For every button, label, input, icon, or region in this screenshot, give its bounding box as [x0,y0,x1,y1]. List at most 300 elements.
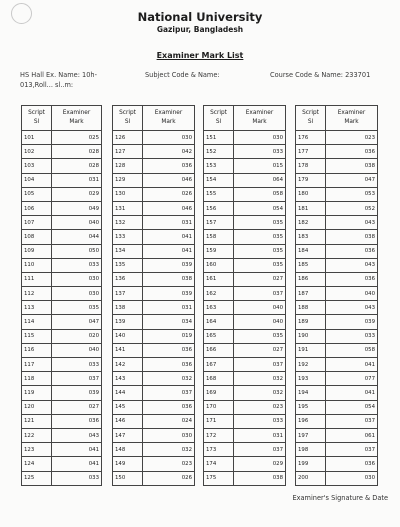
table-header-row [296,106,378,131]
script-sl-cell: 148 [113,443,143,457]
table-row [204,443,286,457]
examiner-mark-cell: 015 [234,159,286,173]
examiner-mark-cell: 029 [234,457,286,471]
examiner-mark-cell: 030 [52,272,102,286]
examiner-mark-cell: 036 [143,343,195,357]
examiner-mark-cell: 019 [143,329,195,343]
script-sl-cell: 192 [296,358,326,372]
table-row [204,386,286,400]
hall-name-label-cont: 013,Roll... sl..m: [20,81,74,89]
table-row [296,471,378,485]
script-sl-cell: 161 [204,272,234,286]
examiner-mark-cell: 035 [234,230,286,244]
examiner-mark-cell: 049 [52,201,102,215]
document-title: Examiner Mark List [156,51,244,60]
university-location: Gazipur, Bangladesh [156,25,244,34]
examiner-mark-cell: 037 [234,443,286,457]
script-sl-cell: 183 [296,230,326,244]
script-sl-cell: 198 [296,443,326,457]
script-sl-cell: 142 [113,358,143,372]
script-sl-cell: 186 [296,272,326,286]
examiner-mark-cell: 041 [52,457,102,471]
table-row [204,159,286,173]
script-sl-cell: 126 [113,131,143,145]
table-row [113,201,195,215]
subject-code-label: Subject Code & Name: [145,71,220,79]
table-row [22,287,102,301]
script-sl-cell: 156 [204,201,234,215]
table-row [113,173,195,187]
examiner-mark-cell: 036 [52,414,102,428]
table-row [113,187,195,201]
table-row [113,159,195,173]
script-sl-cell: 179 [296,173,326,187]
examiner-mark-header: Examiner Mark [52,106,102,131]
examiner-mark-cell: 054 [326,400,378,414]
script-sl-cell: 101 [22,131,52,145]
script-sl-cell: 121 [22,414,52,428]
examiner-mark-cell: 036 [326,272,378,286]
table-row [22,358,102,372]
table-row [22,471,102,485]
examiner-mark-header: Examiner Mark [326,106,378,131]
table-row [22,428,102,442]
examiner-mark-cell: 034 [143,315,195,329]
examiner-mark-cell: 030 [143,131,195,145]
script-sl-cell: 172 [204,428,234,442]
examiner-mark-cell: 037 [234,287,286,301]
script-sl-cell: 139 [113,315,143,329]
script-sl-cell: 108 [22,230,52,244]
examiner-mark-cell: 037 [52,372,102,386]
script-sl-cell: 141 [113,343,143,357]
script-sl-cell: 182 [296,216,326,230]
script-sl-cell: 185 [296,258,326,272]
table-row [204,187,286,201]
script-sl-cell: 195 [296,400,326,414]
script-sl-cell: 163 [204,301,234,315]
table-row [204,471,286,485]
examiner-mark-cell: 031 [52,173,102,187]
examiner-mark-cell: 036 [326,145,378,159]
table-row [113,358,195,372]
script-sl-header: Script Sl [296,106,326,131]
examiner-mark-cell: 039 [326,315,378,329]
script-sl-cell: 189 [296,315,326,329]
table-row [22,187,102,201]
script-sl-cell: 123 [22,443,52,457]
table-row [296,287,378,301]
examiner-mark-cell: 032 [143,443,195,457]
table-row [22,159,102,173]
table-row [22,301,102,315]
examiner-mark-cell: 030 [326,471,378,485]
script-sl-cell: 167 [204,358,234,372]
examiner-mark-cell: 039 [52,386,102,400]
examiner-mark-cell: 036 [143,400,195,414]
table-row [296,159,378,173]
marks-table-1 [21,105,102,486]
script-sl-cell: 125 [22,471,52,485]
script-sl-cell: 112 [22,287,52,301]
table-row [296,230,378,244]
examiner-mark-cell: 041 [143,244,195,258]
script-sl-cell: 135 [113,258,143,272]
table-row [296,457,378,471]
table-row [296,329,378,343]
script-sl-cell: 155 [204,187,234,201]
table-row [296,301,378,315]
examiner-mark-cell: 031 [234,428,286,442]
script-sl-cell: 180 [296,187,326,201]
table-row [296,244,378,258]
table-row [204,244,286,258]
examiner-mark-cell: 038 [143,272,195,286]
examiner-mark-cell: 027 [52,400,102,414]
examiner-mark-cell: 037 [143,386,195,400]
table-row [113,258,195,272]
table-row [113,386,195,400]
script-sl-cell: 191 [296,343,326,357]
table-row [204,315,286,329]
examiner-mark-cell: 027 [234,343,286,357]
table-row [22,315,102,329]
examiner-mark-cell: 043 [326,301,378,315]
table-row [113,216,195,230]
table-row [296,173,378,187]
examiner-mark-cell: 035 [234,216,286,230]
table-row [22,400,102,414]
table-row [296,315,378,329]
examiner-mark-cell: 035 [234,258,286,272]
script-sl-cell: 173 [204,443,234,457]
examiner-mark-cell: 041 [143,230,195,244]
script-sl-cell: 115 [22,329,52,343]
examiner-mark-cell: 061 [326,428,378,442]
examiner-mark-cell: 035 [234,244,286,258]
examiner-mark-cell: 033 [234,145,286,159]
table-header-row [113,106,195,131]
script-sl-cell: 162 [204,287,234,301]
examiner-mark-cell: 033 [326,329,378,343]
examiner-mark-cell: 031 [143,216,195,230]
table-row [204,372,286,386]
examiner-mark-cell: 043 [52,428,102,442]
table-row [296,187,378,201]
examiner-mark-cell: 043 [326,258,378,272]
table-row [204,414,286,428]
table-row [296,258,378,272]
script-sl-cell: 113 [22,301,52,315]
examiner-mark-cell: 040 [52,343,102,357]
table-row [296,386,378,400]
script-sl-cell: 188 [296,301,326,315]
examiner-mark-cell: 023 [234,400,286,414]
script-sl-cell: 107 [22,216,52,230]
script-sl-cell: 105 [22,187,52,201]
table-row [204,216,286,230]
table-row [204,457,286,471]
table-row [113,443,195,457]
examiner-mark-cell: 036 [143,159,195,173]
examiner-mark-cell: 026 [143,187,195,201]
table-row [296,428,378,442]
examiner-mark-cell: 040 [326,287,378,301]
table-row [113,457,195,471]
script-sl-cell: 137 [113,287,143,301]
table-row [22,244,102,258]
script-sl-cell: 118 [22,372,52,386]
table-row [113,131,195,145]
script-sl-cell: 120 [22,400,52,414]
examiner-mark-cell: 042 [143,145,195,159]
examiner-mark-cell: 035 [52,301,102,315]
examiner-mark-cell: 038 [234,471,286,485]
table-row [22,145,102,159]
table-row [204,428,286,442]
examiner-mark-cell: 027 [234,272,286,286]
examiner-mark-cell: 038 [326,159,378,173]
table-row [296,400,378,414]
table-row [204,230,286,244]
table-row [113,471,195,485]
script-sl-cell: 197 [296,428,326,442]
script-sl-cell: 127 [113,145,143,159]
examiner-mark-cell: 047 [52,315,102,329]
table-row [113,315,195,329]
script-sl-cell: 138 [113,301,143,315]
table-row [113,428,195,442]
script-sl-cell: 168 [204,372,234,386]
script-sl-cell: 130 [113,187,143,201]
script-sl-cell: 143 [113,372,143,386]
script-sl-cell: 177 [296,145,326,159]
script-sl-cell: 159 [204,244,234,258]
examiner-mark-cell: 032 [234,372,286,386]
script-sl-cell: 160 [204,258,234,272]
script-sl-cell: 169 [204,386,234,400]
examiner-mark-cell: 033 [52,258,102,272]
examiner-mark-cell: 058 [234,187,286,201]
script-sl-cell: 111 [22,272,52,286]
examiner-mark-cell: 037 [326,443,378,457]
examiner-mark-cell: 037 [234,358,286,372]
table-row [296,414,378,428]
examiner-signature-label: Examiner's Signature & Date [292,494,388,502]
table-row [204,400,286,414]
table-row [204,173,286,187]
table-row [113,329,195,343]
script-sl-cell: 124 [22,457,52,471]
script-sl-cell: 199 [296,457,326,471]
examiner-mark-cell: 036 [326,244,378,258]
script-sl-cell: 166 [204,343,234,357]
examiner-mark-cell: 041 [326,386,378,400]
script-sl-cell: 102 [22,145,52,159]
script-sl-cell: 151 [204,131,234,145]
examiner-mark-cell: 039 [143,287,195,301]
course-code-label: Course Code & Name: 233701 [270,71,371,79]
table-header-row [204,106,286,131]
table-row [22,457,102,471]
examiner-mark-cell: 024 [143,414,195,428]
script-sl-cell: 154 [204,173,234,187]
script-sl-cell: 128 [113,159,143,173]
table-row [113,230,195,244]
examiner-mark-cell: 020 [52,329,102,343]
script-sl-cell: 131 [113,201,143,215]
script-sl-cell: 175 [204,471,234,485]
script-sl-cell: 171 [204,414,234,428]
table-row [22,230,102,244]
examiner-mark-cell: 040 [52,216,102,230]
examiner-mark-cell: 023 [143,457,195,471]
script-sl-cell: 174 [204,457,234,471]
examiner-mark-cell: 058 [326,343,378,357]
table-row [22,372,102,386]
script-sl-cell: 181 [296,201,326,215]
examiner-mark-cell: 077 [326,372,378,386]
table-row [113,414,195,428]
examiner-mark-cell: 028 [52,159,102,173]
table-row [22,414,102,428]
table-header-row [22,106,102,131]
table-row [113,287,195,301]
script-sl-cell: 106 [22,201,52,215]
examiner-mark-cell: 054 [234,201,286,215]
examiner-mark-cell: 031 [143,301,195,315]
examiner-mark-header: Examiner Mark [234,106,286,131]
script-sl-cell: 132 [113,216,143,230]
examiner-mark-header: Examiner Mark [143,106,195,131]
table-row [204,272,286,286]
script-sl-cell: 109 [22,244,52,258]
table-row [296,443,378,457]
script-sl-cell: 103 [22,159,52,173]
marks-table-2 [112,105,195,486]
hall-name-label: HS Hall Ex. Name: 10h- [20,71,97,79]
script-sl-header: Script Sl [113,106,143,131]
table-row [296,372,378,386]
script-sl-cell: 134 [113,244,143,258]
table-row [204,201,286,215]
table-row [22,173,102,187]
examiner-mark-cell: 046 [143,173,195,187]
table-row [296,272,378,286]
examiner-mark-cell: 028 [52,145,102,159]
examiner-mark-cell: 029 [52,187,102,201]
examiner-mark-cell: 033 [52,471,102,485]
table-row [204,343,286,357]
table-row [22,201,102,215]
examiner-mark-cell: 040 [234,301,286,315]
examiner-mark-cell: 036 [143,358,195,372]
script-sl-cell: 170 [204,400,234,414]
marks-table-4 [295,105,378,486]
script-sl-cell: 176 [296,131,326,145]
table-row [204,131,286,145]
script-sl-cell: 116 [22,343,52,357]
table-row [113,244,195,258]
script-sl-cell: 122 [22,428,52,442]
script-sl-cell: 140 [113,329,143,343]
script-sl-cell: 136 [113,272,143,286]
examiner-mark-cell: 043 [326,216,378,230]
script-sl-cell: 165 [204,329,234,343]
table-row [296,131,378,145]
table-row [22,216,102,230]
examiner-mark-cell: 064 [234,173,286,187]
examiner-mark-cell: 044 [52,230,102,244]
script-sl-cell: 114 [22,315,52,329]
script-sl-cell: 184 [296,244,326,258]
script-sl-cell: 193 [296,372,326,386]
script-sl-cell: 157 [204,216,234,230]
table-row [204,258,286,272]
script-sl-cell: 190 [296,329,326,343]
script-sl-cell: 117 [22,358,52,372]
script-sl-cell: 164 [204,315,234,329]
script-sl-cell: 144 [113,386,143,400]
table-row [22,443,102,457]
table-row [22,131,102,145]
examiner-mark-cell: 040 [234,315,286,329]
examiner-mark-cell: 025 [52,131,102,145]
table-row [113,343,195,357]
examiner-mark-cell: 041 [326,358,378,372]
table-row [22,329,102,343]
examiner-mark-cell: 046 [143,201,195,215]
examiner-mark-cell: 030 [143,428,195,442]
script-sl-cell: 133 [113,230,143,244]
table-row [296,358,378,372]
table-row [113,301,195,315]
table-row [113,372,195,386]
script-sl-cell: 119 [22,386,52,400]
examiner-mark-cell: 032 [234,386,286,400]
script-sl-cell: 147 [113,428,143,442]
table-row [296,343,378,357]
table-row [113,400,195,414]
script-sl-cell: 152 [204,145,234,159]
table-row [113,145,195,159]
script-sl-header: Script Sl [22,106,52,131]
examiner-mark-cell: 041 [52,443,102,457]
script-sl-cell: 149 [113,457,143,471]
table-row [22,386,102,400]
script-sl-cell: 196 [296,414,326,428]
script-sl-cell: 187 [296,287,326,301]
script-sl-header: Script Sl [204,106,234,131]
script-sl-cell: 145 [113,400,143,414]
table-row [113,272,195,286]
table-row [296,216,378,230]
examiner-mark-cell: 039 [143,258,195,272]
examiner-mark-cell: 033 [52,358,102,372]
table-row [296,201,378,215]
examiner-mark-cell: 030 [234,131,286,145]
table-row [204,358,286,372]
examiner-mark-cell: 047 [326,173,378,187]
table-row [204,329,286,343]
table-row [296,145,378,159]
script-sl-cell: 104 [22,173,52,187]
examiner-mark-cell: 036 [326,457,378,471]
table-row [22,343,102,357]
examiner-mark-cell: 026 [143,471,195,485]
script-sl-cell: 178 [296,159,326,173]
table-row [22,272,102,286]
